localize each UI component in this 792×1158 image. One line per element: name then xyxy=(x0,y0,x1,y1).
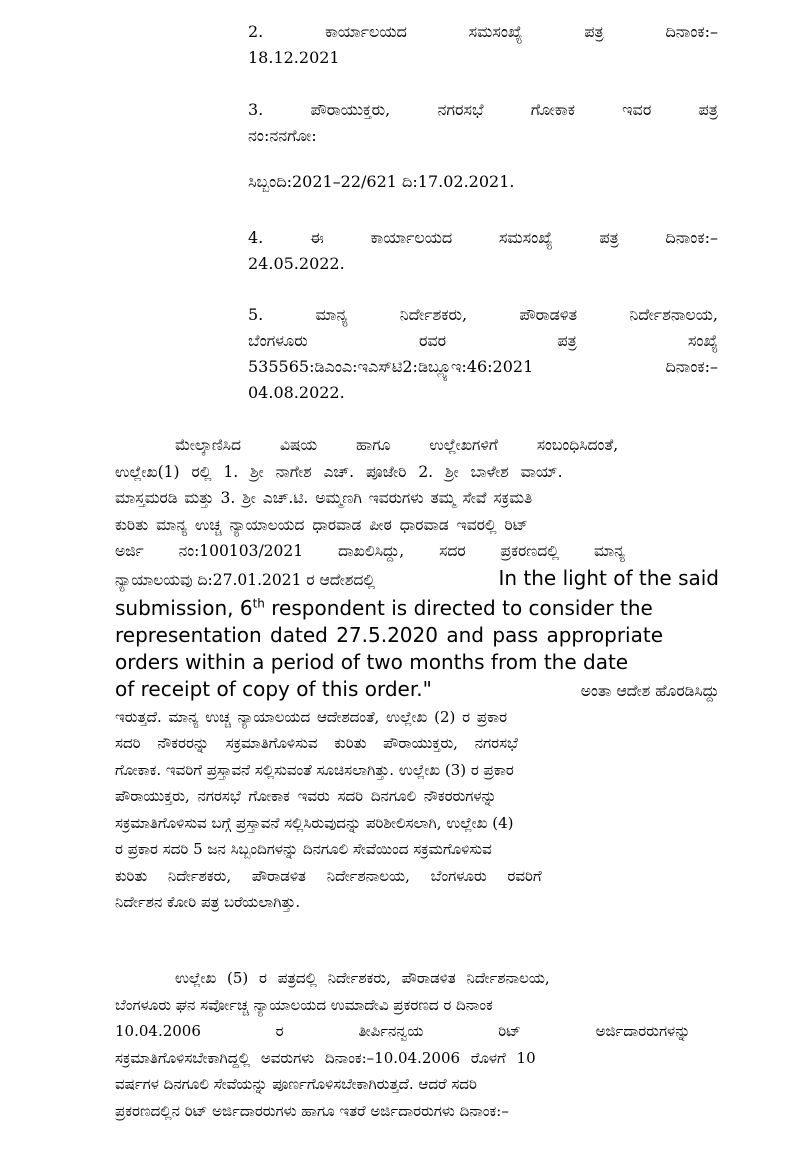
line-content xyxy=(115,595,653,622)
line-content: ಇರುತ್ತದೆ. ಮಾನ್ಯ ಉಚ್ಚ ನ್ಯಾಯಾಲಯದ ಆದೇಶದಂತೆ, ಉಲ್ಲೇಖ (2) ರ ಪ್ರಕಾರ xyxy=(115,707,508,726)
reference-line xyxy=(248,354,718,380)
text-line xyxy=(115,863,719,890)
text-line xyxy=(115,992,719,1019)
word: ಸಮಸಂಖ್ಯೆ xyxy=(498,228,553,247)
line-content: ಅರ್ಜಿ ನಂ:100103/2021 ದಾಖಲಿಸಿದ್ದು, ಸದರ ಪ್ರಕರಣದಲ್ಲಿ ಮಾನ್ಯ xyxy=(115,542,625,560)
text-line xyxy=(115,1071,719,1098)
text-line xyxy=(115,432,719,459)
line-part: respondent is directed to consider the xyxy=(264,595,653,620)
line-content: ನ್ಯಾಯಾಲಯವು ದಿ:27.01.2021 ರ ಆದೇಶದಲ್ಲಿ xyxy=(115,570,376,589)
word: ಪತ್ರ xyxy=(599,228,619,247)
word: ಸಮಸಂಖ್ಯೆ xyxy=(468,22,523,41)
text-line xyxy=(115,704,719,731)
reference-line: ನಂ:ನನಗೋ: xyxy=(248,126,317,145)
word: ದಿನಾಂಕ:– xyxy=(665,22,718,41)
word: ದಿನಾಂಕ:– xyxy=(665,357,718,376)
line-content: ಮೇಲ್ಕಾಣಿಸಿದ ವಿಷಯ ಹಾಗೂ ಉಲ್ಲೇಖಗಳಿಗೆ ಸಂಬಂಧಿಸಿದಂತೆ, xyxy=(175,436,619,454)
word: 535565:ಡಿಎಂಎ:ಇಎಸ್‌ಟಿ2:ಡಿಬ್ಲ್ಯೂಇ:46:2021 xyxy=(248,357,534,376)
reference-item-2 xyxy=(248,19,718,71)
word: ನಗರಸಭೆ xyxy=(437,100,484,119)
body-paragraph-2 xyxy=(115,965,719,1124)
reference-date: 18.12.2021 xyxy=(248,48,340,67)
text-line xyxy=(115,836,719,863)
text-line xyxy=(115,676,719,704)
line-content: ಉಲ್ಲೇಖ(1) ರಲ್ಲಿ 1. ಶ್ರೀ ನಾಗೇಶ ಎಚ್. ಪೂಜೇರಿ 2. ಶ್ರೀ ಬಾಳೇಶ ವಾಯ್. xyxy=(115,462,563,481)
reference-line xyxy=(248,97,718,123)
reference-line: ಸಿಬ್ಬಂದಿ:2021–22/621 ದಿ:17.02.2021. xyxy=(248,172,515,191)
body-paragraph-1 xyxy=(115,432,719,916)
line-content: ಕುರಿತು ಮಾನ್ಯ ಉಚ್ಚ ನ್ಯಾಯಾಲಯದ ಧಾರವಾಡ ಪೀಠ ಧಾರವಾಡ ಇವರಲ್ಲಿ ರಿಟ್ xyxy=(115,515,528,534)
word: ಪತ್ರ xyxy=(557,331,577,350)
word: ಇವರ xyxy=(622,100,652,119)
word: ದಿನಾಂಕ:– xyxy=(665,228,718,247)
word: ರವರ xyxy=(418,331,447,350)
line-content: In the light of the said xyxy=(498,565,719,590)
text-line xyxy=(115,730,719,757)
text-line xyxy=(115,459,719,486)
text-line xyxy=(115,1018,719,1045)
text-line xyxy=(115,485,719,512)
line-content: ಗೋಕಾಕ. ಇವರಿಗೆ ಪ್ರಸ್ತಾವನೆ ಸಲ್ಲಿಸುವಂತೆ ಸೂಚಿಸಲಾಗಿತ್ತು. ಉಲ್ಲೇಖ (3) ರ ಪ್ರಕಾರ xyxy=(115,760,514,779)
line-content: ಸಕ್ರಮಾತಿಗೊಳಿಸಬೇಕಾಗಿದ್ದಲ್ಲಿ ಅವರುಗಳು ದಿನಾಂಕ:–10.04.2006 ರೊಳಗೆ 10 xyxy=(115,1048,536,1067)
reference-number: 4. xyxy=(248,228,264,247)
line-content: ಬೆಂಗಳೂರು ಘನ ಸರ್ವೋಚ್ಚ ನ್ಯಾಯಾಲಯದ ಉಮಾದೇವಿ ಪ್ರಕರಣದ ರ ದಿನಾಂಕ xyxy=(115,995,493,1014)
text-line xyxy=(115,595,719,622)
line-content: ಪ್ರಕರಣದಲ್ಲಿನ ರಿಟ್ ಅರ್ಜಿದಾರರುಗಳು ಹಾಗೂ ಇತರೆ ಅರ್ಜಿದಾರರುಗಳು ದಿನಾಂಕ:– xyxy=(115,1101,509,1120)
text-line xyxy=(115,512,719,539)
word: ಪೌರಾಡಳಿತ xyxy=(519,305,578,324)
reference-number: 3. xyxy=(248,100,264,119)
word: ಪೌರಾಯುಕ್ತರು, xyxy=(310,100,391,119)
reference-item-5 xyxy=(248,302,718,406)
text-line xyxy=(115,783,719,810)
line-content: ರ ಪ್ರಕಾರ ಸದರಿ 5 ಜನ ಸಿಬ್ಬಂದಿಗಳನ್ನು ದಿನಗೂಲಿ ಸೇವೆಯಿಂದ ಸಕ್ರಮಗೊಳಿಸುವ xyxy=(115,840,492,858)
line-content: ಮಾಸ್ತಮರಡಿ ಮತ್ತು 3. ಶ್ರೀ ಎಚ್.ಟಿ. ಅಮ್ಮಣಗಿ ಇವರುಗಳು ತಮ್ಮ ಸೇವೆ ಸಕ್ರಮತಿ xyxy=(115,489,533,507)
word: ಸಂಖ್ಯೆ xyxy=(687,331,718,350)
line-content: ವರ್ಷಗಳ ದಿನಗೂಲಿ ಸೇವೆಯನ್ನು ಪೂರ್ಣಗೊಳಿಸಬೇಕಾಗಿರುತ್ತದೆ. ಆದರೆ ಸದರಿ xyxy=(115,1075,477,1093)
text-line xyxy=(115,965,719,992)
line-content: orders within a period of two months from the date xyxy=(115,649,629,674)
line-content: ಸಕ್ರಮಾತಿಗೊಳಿಸುವ ಬಗ್ಗೆ ಪ್ರಸ್ತಾವನೆ ಸಲ್ಲಿಸಿರುವುದನ್ನು ಪರಿಶೀಲಿಸಲಾಗಿ, ಉಲ್ಲೇಖ (4) xyxy=(115,813,514,832)
reference-item-4 xyxy=(248,225,718,277)
line-content: ನಿರ್ದೇಶನ ಕೋರಿ ಪತ್ರ ಬರೆಯಲಾಗಿತ್ತು. xyxy=(115,893,301,911)
line-content: ಪೌರಾಯುಕ್ತರು, ನಗರಸಭೆ ಗೋಕಾಕ ಇವರು ಸದರಿ ದಿನಗೂಲಿ ನೌಕರರುಗಳನ್ನು xyxy=(115,787,497,805)
word: ಈ xyxy=(309,228,324,247)
line-content: ಅಂತಾ ಆದೇಶ ಹೊರಡಿಸಿದ್ದು xyxy=(580,681,719,700)
word: ಕಾರ್ಯಾಲಯದ xyxy=(325,22,407,41)
line-content: ಕುರಿತು ನಿರ್ದೇಶಕರು, ಪೌರಾಡಳಿತ ನಿರ್ದೇಶನಾಲಯ, ಬೆಂಗಳೂರು ರವರಿಗೆ xyxy=(115,866,542,885)
reference-line xyxy=(248,302,718,328)
word: ಪತ್ರ xyxy=(698,100,718,119)
line-part: submission, 6 xyxy=(115,595,253,620)
text-line xyxy=(115,565,719,595)
text-line xyxy=(115,1045,719,1072)
word: ಕಾರ್ಯಾಲಯದ xyxy=(370,228,453,247)
reference-line xyxy=(248,225,718,251)
text-line xyxy=(115,538,719,565)
reference-date: 04.08.2022. xyxy=(248,383,345,402)
text-line xyxy=(115,810,719,837)
reference-item-3 xyxy=(248,97,718,195)
word: ಮಾನ್ಯ xyxy=(315,305,348,324)
line-content: ಸದರಿ ನೌಕರರನ್ನು ಸಕ್ರಮಾತಿಗೊಳಿಸುವ ಕುರಿತು ಪೌರಾಯುಕ್ತರು, ನಗರಸಭೆ xyxy=(115,734,518,752)
word: ಬೆಂಗಳೂರು xyxy=(248,331,308,350)
text-line xyxy=(115,622,719,649)
line-content: 10.04.2006 ರ ತೀರ್ಪಿನನ್ವಯ ರಿಟ್ ಅರ್ಜಿದಾರರುಗಳನ್ನು xyxy=(115,1022,691,1040)
text-line xyxy=(115,1098,719,1125)
reference-line xyxy=(248,19,718,45)
line-text xyxy=(175,432,719,459)
word: ನಿರ್ದೇಶಕರು, xyxy=(399,305,468,324)
text-line xyxy=(115,649,719,676)
superscript: th xyxy=(252,595,265,610)
line-content: representation dated 27.5.2020 and pass appropriate xyxy=(115,622,664,647)
word: ಗೋಕಾಕ xyxy=(530,100,575,119)
reference-number: 2. xyxy=(248,22,264,41)
reference-line xyxy=(248,328,718,354)
text-line xyxy=(115,757,719,784)
line-content: of receipt of copy of this order." xyxy=(115,676,432,701)
text-line xyxy=(115,889,719,916)
word: ನಿರ್ದೇಶನಾಲಯ, xyxy=(629,305,718,324)
line-content: ಉಲ್ಲೇಖ (5) ರ ಪತ್ರದಲ್ಲಿ ನಿರ್ದೇಶಕರು, ಪೌರಾಡಳಿತ ನಿರ್ದೇಶನಾಲಯ, xyxy=(175,969,550,987)
reference-number: 5. xyxy=(248,305,264,324)
word: ಪತ್ರ xyxy=(584,22,604,41)
reference-date: 24.05.2022. xyxy=(248,254,345,273)
